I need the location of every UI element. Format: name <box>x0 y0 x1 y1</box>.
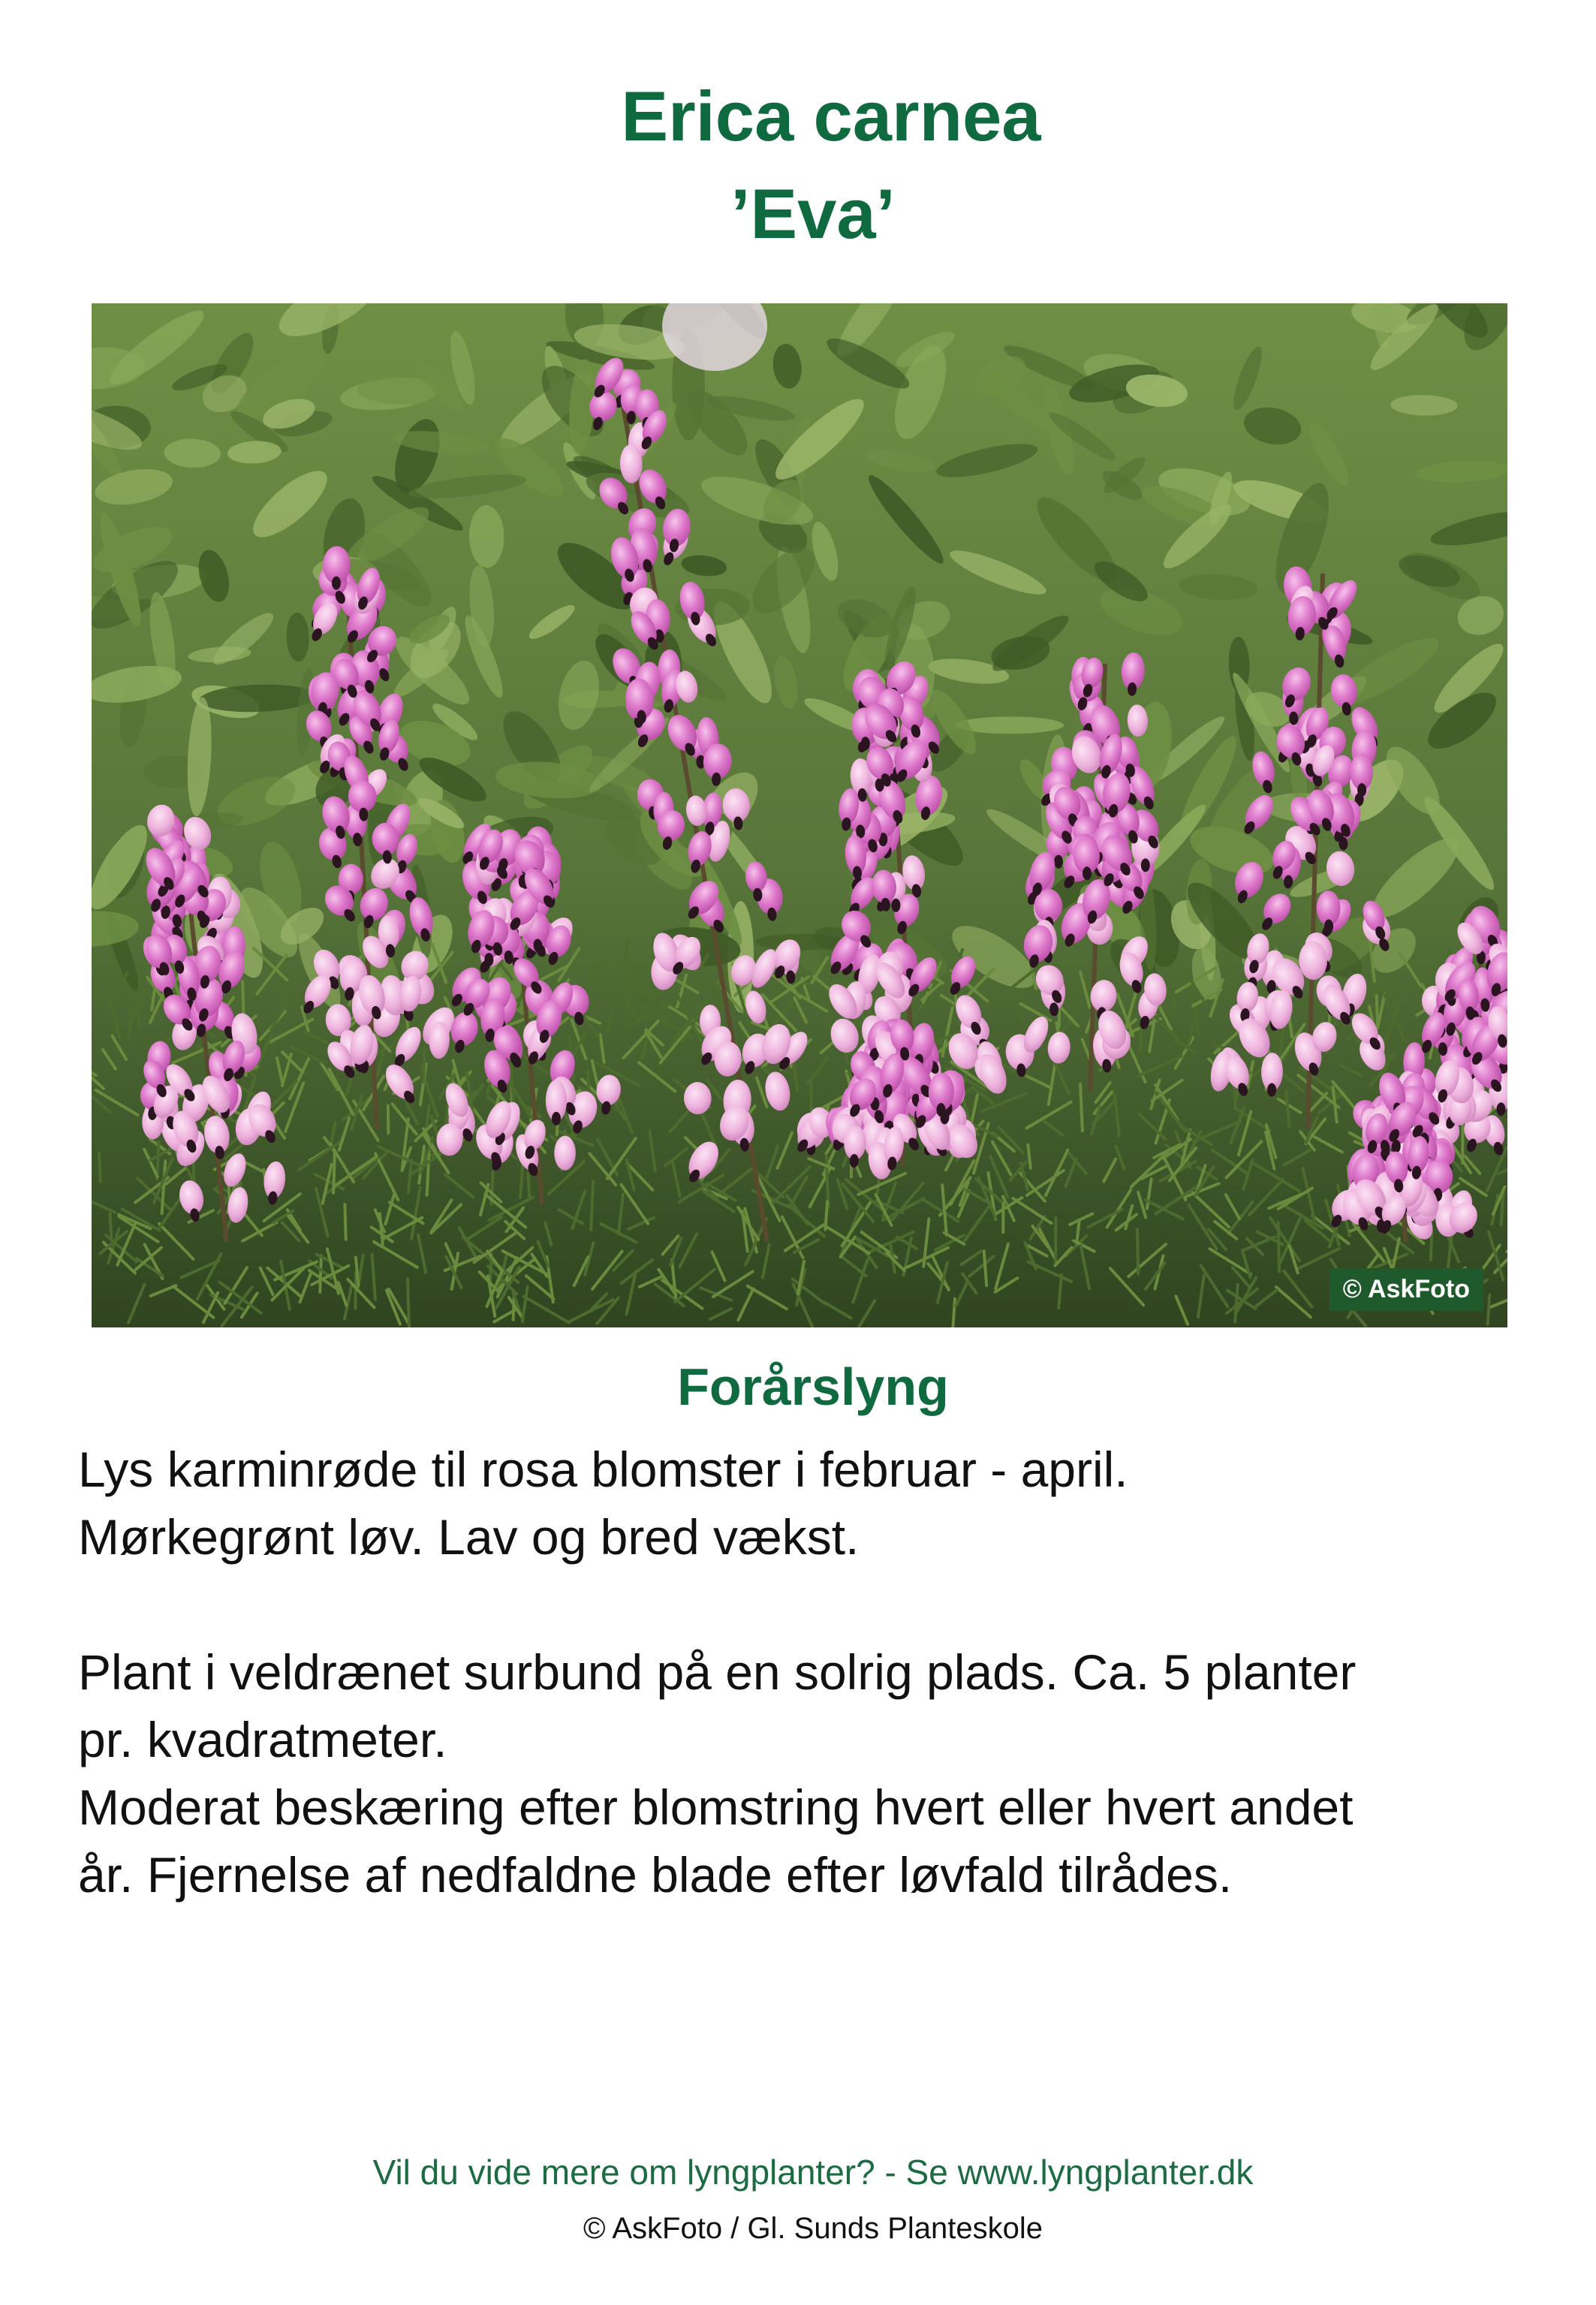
common-name-heading: Forårslyng <box>677 1357 949 1416</box>
plant-description <box>78 1436 1572 1909</box>
care-line: Plant i veldrænet surbund på en solrig plads. Ca. 5 planter <box>78 1644 1357 1700</box>
plant-photo <box>92 303 1507 1327</box>
needle-leaf <box>1055 1218 1056 1262</box>
care-line: pr. kvadratmeter. <box>78 1712 447 1767</box>
needle-leaf <box>827 1156 829 1207</box>
cultivar-name-title: ’Eva’ <box>730 174 896 253</box>
care-line: Moderat beskæring efter blomstring hvert eller hvert andet <box>78 1779 1354 1835</box>
needle-leaf <box>408 1279 409 1327</box>
description-line: Lys karminrøde til rosa blomster i februar - april. <box>78 1442 1128 1497</box>
footer-website-link[interactable]: Vil du vide mere om lyngplanter? - Se www.lyngplanter.dk <box>372 2153 1254 2192</box>
needle-leaf <box>1137 1230 1138 1274</box>
needle-leaf <box>1235 1085 1236 1107</box>
needle-leaf <box>355 1273 356 1309</box>
needle-leaf <box>1488 1294 1490 1324</box>
paragraph-gap <box>78 1571 1572 1638</box>
needle-leaf <box>953 1299 956 1327</box>
needle-leaf <box>110 1214 112 1240</box>
background-leaf <box>755 934 848 951</box>
needle-leaf <box>528 1174 529 1198</box>
needle-leaf <box>99 1153 101 1182</box>
needle-leaf <box>1080 1084 1083 1131</box>
photo-credit-badge: © AskFoto <box>1329 1268 1483 1311</box>
description-line: Mørkegrønt løv. Lav og bred vækst. <box>78 1509 860 1565</box>
heather-illustration <box>92 303 1507 1327</box>
footer-copyright: © AskFoto / Gl. Sunds Planteskole <box>583 2212 1043 2245</box>
heather-bell <box>554 1136 576 1171</box>
needle-leaf <box>320 1256 321 1293</box>
needle-leaf <box>423 1048 425 1083</box>
plant-name-title: Erica carnea <box>621 77 1041 155</box>
needle-leaf <box>826 1202 828 1230</box>
care-line: år. Fjernelse af nedfaldne blade efter løvfald tilrådes. <box>78 1847 1233 1903</box>
